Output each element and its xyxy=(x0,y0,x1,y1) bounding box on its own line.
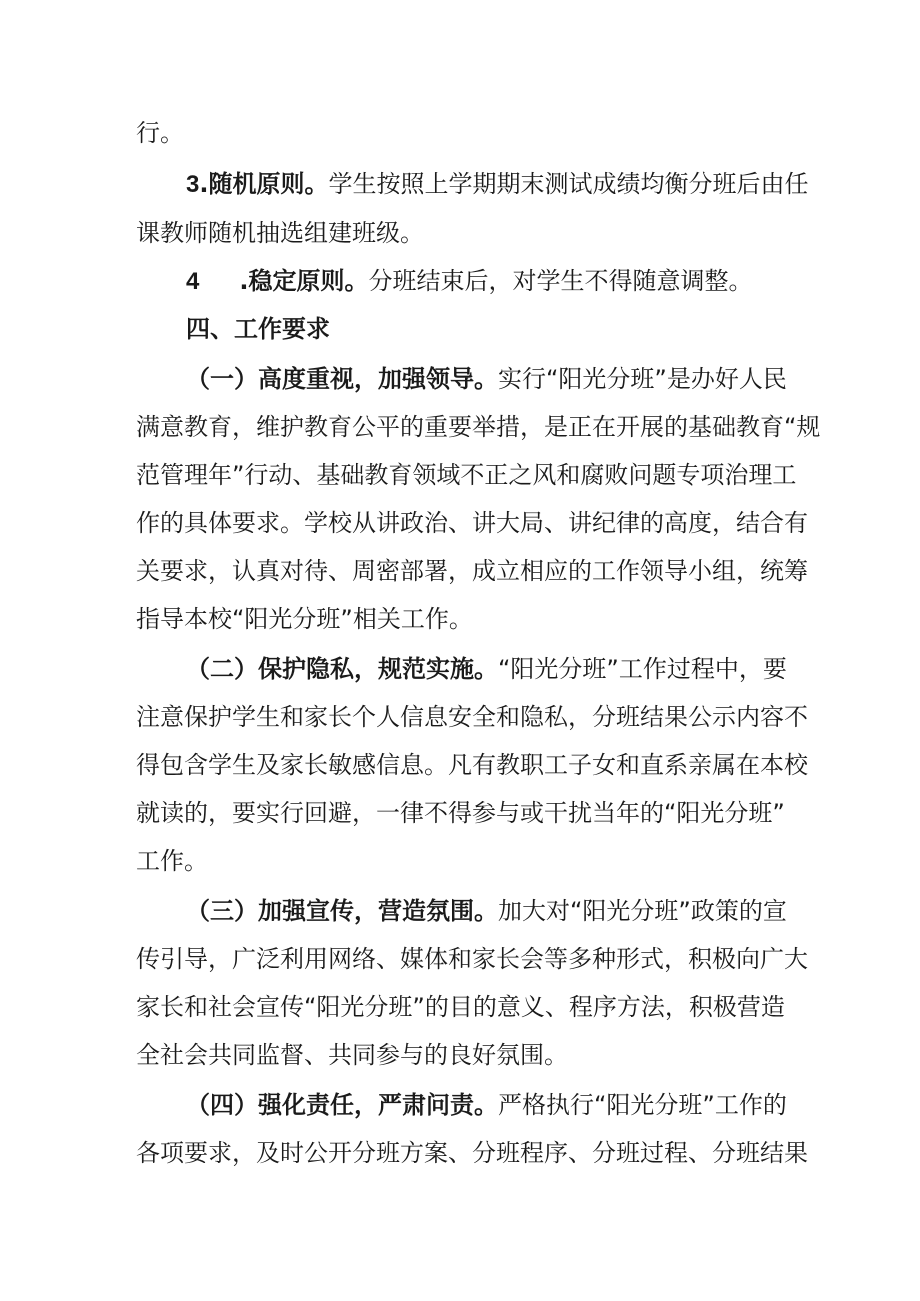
item-number: 3 xyxy=(186,171,200,198)
item-heading: .随机原则。 xyxy=(199,170,329,198)
requirement-2-line-3 xyxy=(136,750,808,780)
text-line: 得包含学生及家长敏感信息。凡有教职工子女和直系亲属在本校 xyxy=(136,751,808,779)
item-heading: （四）强化责任，严肃问责。 xyxy=(186,1091,498,1119)
section-title: 四、工作要求 xyxy=(186,315,330,343)
item-heading: （一）高度重视，加强领导。 xyxy=(186,365,498,393)
text-line: 各项要求，及时公开分班方案、分班程序、分班过程、分班结果 xyxy=(136,1139,808,1167)
text-line: 全社会共同监督、共同参与的良好氛围。 xyxy=(136,1041,568,1069)
requirement-4-line-2 xyxy=(136,1138,808,1168)
requirement-2-line-4 xyxy=(136,798,785,828)
text-line: 工作。 xyxy=(136,847,208,875)
item-heading: （二）保护隐私，规范实施。 xyxy=(186,655,498,683)
item-text: 实行“阳光分班”是办好人民 xyxy=(498,365,787,393)
requirement-3-line-2 xyxy=(136,944,808,974)
requirement-1-line-1 xyxy=(186,364,787,394)
text-line: 传引导，广泛利用网络、媒体和家长会等多种形式，积极向广大 xyxy=(136,945,808,973)
text-line: 家长和社会宣传“阳光分班”的目的意义、程序方法，积极营造 xyxy=(136,993,785,1021)
item-heading: .稳定原则。 xyxy=(239,267,369,295)
requirement-2-line-5 xyxy=(136,846,208,876)
text-line: 课教师随机抽选组建班级。 xyxy=(136,219,424,247)
principle-4-line-1 xyxy=(186,266,752,296)
requirement-3-line-4 xyxy=(136,1040,568,1070)
item-text: 分班结束后，对学生不得随意调整。 xyxy=(368,267,753,295)
item-heading: （三）加强宣传，营造氛围。 xyxy=(186,897,498,925)
requirement-1-line-2 xyxy=(136,412,820,442)
text-line: 就读的，要实行回避，一律不得参与或干扰当年的“阳光分班” xyxy=(136,799,785,827)
text-line: 指导本校“阳光分班”相关工作。 xyxy=(136,605,473,633)
item-text: “阳光分班”工作过程中，要 xyxy=(498,655,787,683)
text-line: 关要求，认真对待、周密部署，成立相应的工作领导小组，统筹 xyxy=(136,557,808,585)
requirement-4-line-1 xyxy=(186,1090,787,1120)
requirement-1-line-5 xyxy=(136,556,808,586)
requirement-1-line-3 xyxy=(136,460,796,490)
text-line: 行。 xyxy=(136,119,184,147)
requirement-3-line-1 xyxy=(186,896,787,926)
requirement-1-line-6 xyxy=(136,604,473,634)
requirement-1-line-4 xyxy=(136,508,808,538)
principle-3-line-1 xyxy=(186,169,808,199)
requirement-3-line-3 xyxy=(136,992,785,1022)
section-heading xyxy=(186,314,330,344)
requirement-2-line-2 xyxy=(136,702,808,732)
item-text: 学生按照上学期期末测试成绩均衡分班后由任 xyxy=(328,170,809,198)
text-line: 注意保护学生和家长个人信息安全和隐私，分班结果公示内容不 xyxy=(136,703,808,731)
item-number: 4 xyxy=(186,268,200,295)
item-text: 严格执行“阳光分班”工作的 xyxy=(498,1091,787,1119)
requirement-2-line-1 xyxy=(186,654,787,684)
principle-3-line-2 xyxy=(136,218,424,248)
text-line: 范管理年”行动、基础教育领域不正之风和腐败问题专项治理工 xyxy=(136,461,797,489)
paragraph-continuation xyxy=(136,118,184,148)
text-line: 作的具体要求。学校从讲政治、讲大局、讲纪律的高度，结合有 xyxy=(136,509,808,537)
text-line: 满意教育，维护教育公平的重要举措，是正在开展的基础教育“规 xyxy=(136,413,821,441)
item-text: 加大对“阳光分班”政策的宣 xyxy=(498,897,787,925)
